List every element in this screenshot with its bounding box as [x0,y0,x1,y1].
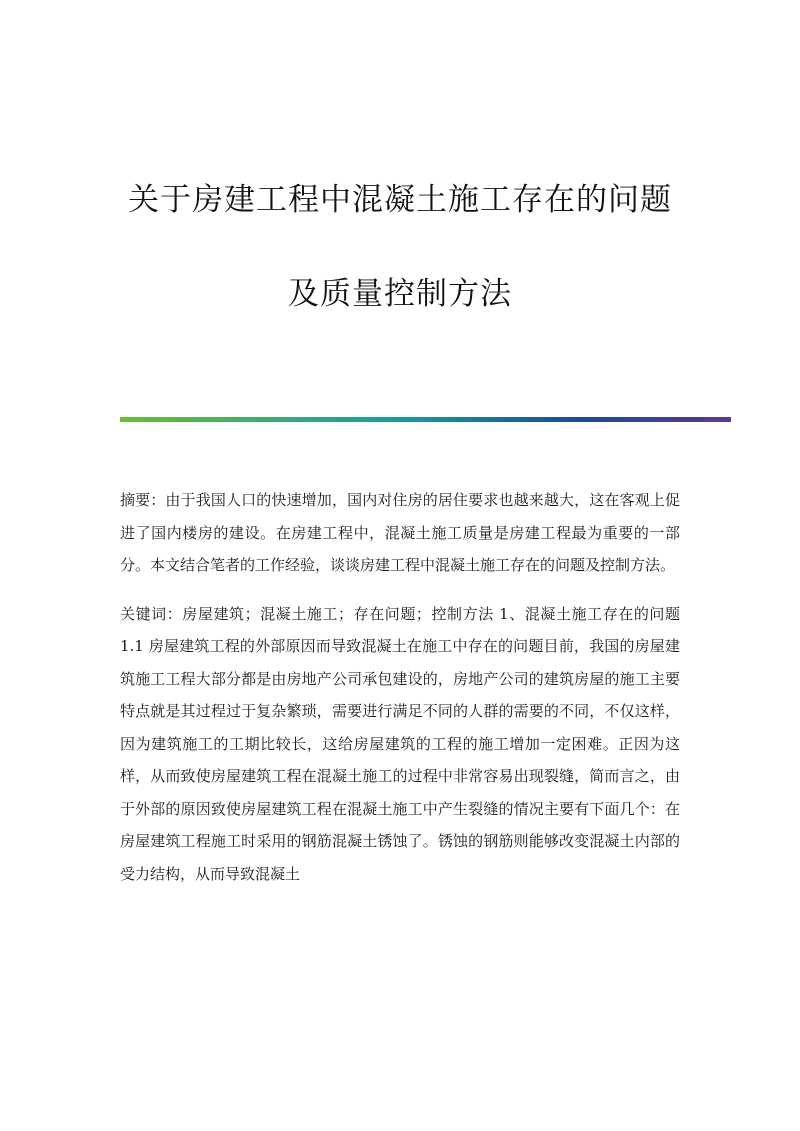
abstract-paragraph: 摘要：由于我国人口的快速增加，国内对住房的居住要求也越来越大，这在客观上促进了国内楼房的建设。在房建工程中，混凝土施工质量是房建工程最为重要的一部分。本文结合笔者的工作经验，谈谈房建工程中混凝土施工存在的问题及控制方法。 [120,491,680,574]
keywords-paragraph: 关键词：房屋建筑；混凝土施工；存在问题；控制方法 1、混凝土施工存在的问题 1.1 房屋建筑工程的外部原因而导致混凝土在施工中存在的问题目前，我国的房屋建筑施工工程大部分都是由房地产公司承包建设的，房地产公司的建筑房屋的施工主要特点就是其过程过于复杂繁琐，需要进行满足不同的人群的需要的不同，不仅这样，因为建筑施工的工期比较长，这给房屋建筑的工程的施工增加一定困难。正因为这样，从而致使房屋建筑工程在混凝土施工的过程中非常容易出现裂缝，简而言之，由于外部的原因致使房屋建筑工程在混凝土施工中产生裂缝的情况主要有下面几个：在房屋建筑工程施工时采用的钢筋混凝土锈蚀了。锈蚀的钢筋则能够改变混凝土内部的受力结构，从而导致混凝土 [120,604,680,883]
title-line-2: 及质量控制方法 [288,276,512,312]
title-divider [120,417,731,422]
document-title [0,180,800,314]
title-line-1: 关于房建工程中混凝土施工存在的问题 [128,182,672,218]
document-body [120,484,680,890]
